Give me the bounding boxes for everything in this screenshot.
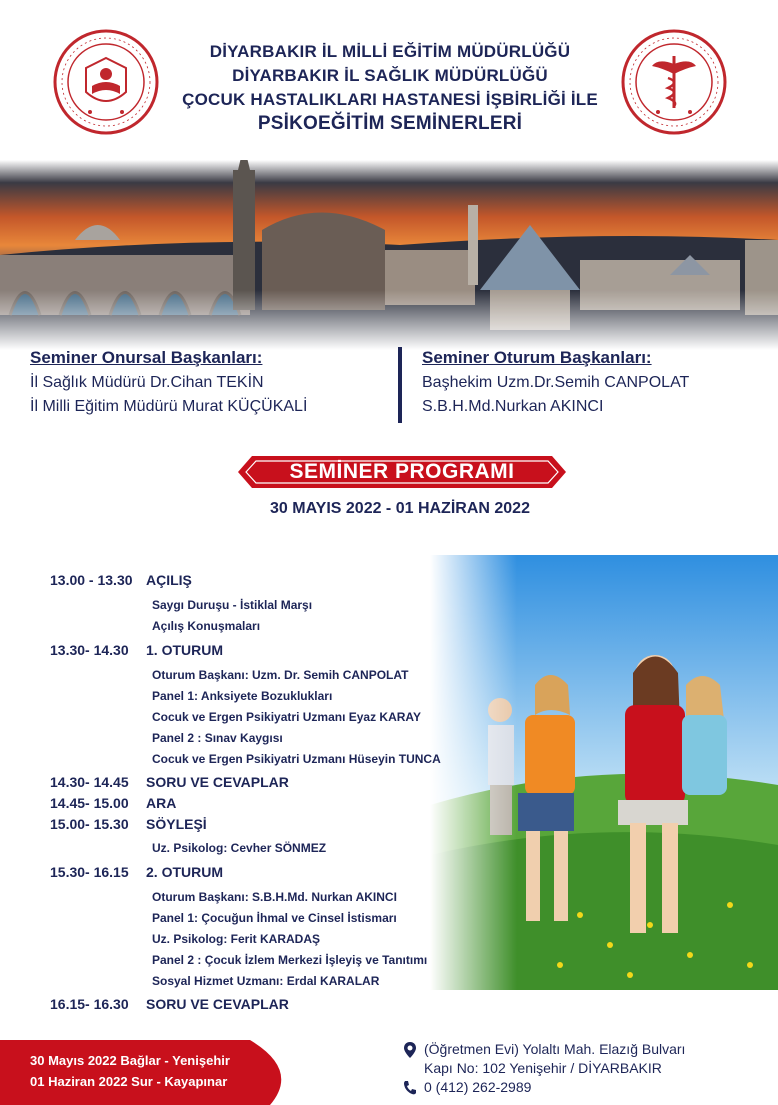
program-title-text: 1. OTURUM	[146, 642, 223, 658]
program-item: Cocuk ve Ergen Psikiyatri Uzmanı Eyaz KARAY	[152, 710, 421, 724]
address-line-2: Kapı No: 102 Yenişehir / DİYARBAKIR	[424, 1060, 662, 1076]
program-block-title	[50, 864, 223, 880]
program-item: Uz. Psikolog: Ferit KARADAŞ	[152, 932, 321, 946]
program-title-text: SORU VE CEVAPLAR	[146, 774, 289, 790]
program-title-text: SORU VE CEVAPLAR	[146, 996, 289, 1012]
program-time: 15.30- 16.15	[50, 864, 129, 880]
phone-icon	[402, 1079, 418, 1097]
header-line-2: DİYARBAKIR İL SAĞLIK MÜDÜRLÜĞÜ	[232, 66, 548, 85]
header-line-1: DİYARBAKIR İL MİLLİ EĞİTİM MÜDÜRLÜĞÜ	[209, 42, 571, 61]
phone-number: 0 (412) 262-2989	[424, 1079, 532, 1095]
program-item: Panel 1: Anksiyete Bozuklukları	[152, 689, 333, 703]
session-chairs-heading: Seminer Oturum Başkanları:	[422, 348, 652, 367]
program-block-title	[50, 996, 289, 1012]
program-title-text: ARA	[146, 795, 177, 811]
address-text: (Öğretmen Evi) Yolaltı Mah. Elazığ Bulvarı	[424, 1041, 686, 1057]
program-item: Sosyal Hizmet Uzmanı: Erdal KARALAR	[152, 974, 380, 988]
honorary-line: İl Sağlık Müdürü Dr.Cihan TEKİN	[30, 374, 264, 391]
program-item: Oturum Başkanı: S.B.H.Md. Nurkan AKINCI	[152, 890, 397, 904]
program-dates: 30 MAYIS 2022 - 01 HAZİRAN 2022	[270, 500, 530, 517]
program-time: 16.15- 16.30	[50, 996, 129, 1012]
program-item: Saygı Duruşu - İstiklal Marşı	[152, 598, 313, 612]
program-item: Panel 2 : Sınav Kaygısı	[152, 731, 283, 745]
program-time: 14.30- 14.45	[50, 774, 129, 790]
program-item: Açılış Konuşmaları	[152, 619, 261, 633]
program-item: Oturum Başkanı: Uzm. Dr. Semih CANPOLAT	[152, 668, 409, 682]
phone-line	[400, 1078, 770, 1097]
program-block-title	[50, 572, 192, 588]
venue-day-1: 30 Mayıs 2022 Bağlar - Yenişehir	[30, 1053, 230, 1068]
session-chair-line: Başhekim Uzm.Dr.Semih CANPOLAT	[422, 374, 690, 391]
program-title-text: SÖYLEŞİ	[146, 816, 207, 832]
program-title-text: 2. OTURUM	[146, 864, 223, 880]
program-title-text: AÇILIŞ	[146, 572, 192, 588]
program-block-title	[50, 795, 176, 811]
session-chair-line: S.B.H.Md.Nurkan AKINCI	[422, 398, 604, 415]
program-block-title	[50, 774, 289, 790]
honorary-line: İl Milli Eğitim Müdürü Murat KÜÇÜKALİ	[30, 398, 308, 415]
header-line-3: ÇOCUK HASTALIKLARI HASTANESİ İŞBİRLİĞİ İLE	[182, 90, 598, 109]
program-item: Uz. Psikolog: Cevher SÖNMEZ	[152, 841, 327, 855]
program-time: 14.45- 15.00	[50, 795, 129, 811]
venue-day-2: 01 Haziran 2022 Sur - Kayapınar	[30, 1074, 228, 1089]
header-line-4: PSİKOEĞİTİM SEMİNERLERİ	[257, 113, 523, 134]
program-title: SEMİNER PROGRAMI	[289, 460, 515, 483]
program-item: Panel 2 : Çocuk İzlem Merkezi İşleyiş ve Tanıtımı	[152, 953, 428, 967]
address-block	[400, 1040, 770, 1097]
program-time: 13.00 - 13.30	[50, 572, 133, 588]
address-line-1	[400, 1040, 770, 1059]
program-block-title	[50, 642, 223, 658]
program-block-title	[50, 816, 207, 832]
program-item: Panel 1: Çocuğun İhmal ve Cinsel İstismarı	[152, 911, 397, 925]
honorary-heading: Seminer Onursal Başkanları:	[30, 348, 263, 367]
program-item: Cocuk ve Ergen Psikiyatri Uzmanı Hüseyin TUNCA	[152, 752, 441, 766]
map-pin-icon	[402, 1041, 418, 1059]
program-time: 13.30- 14.30	[50, 642, 129, 658]
program-time: 15.00- 15.30	[50, 816, 129, 832]
venue-dates	[30, 1050, 290, 1092]
